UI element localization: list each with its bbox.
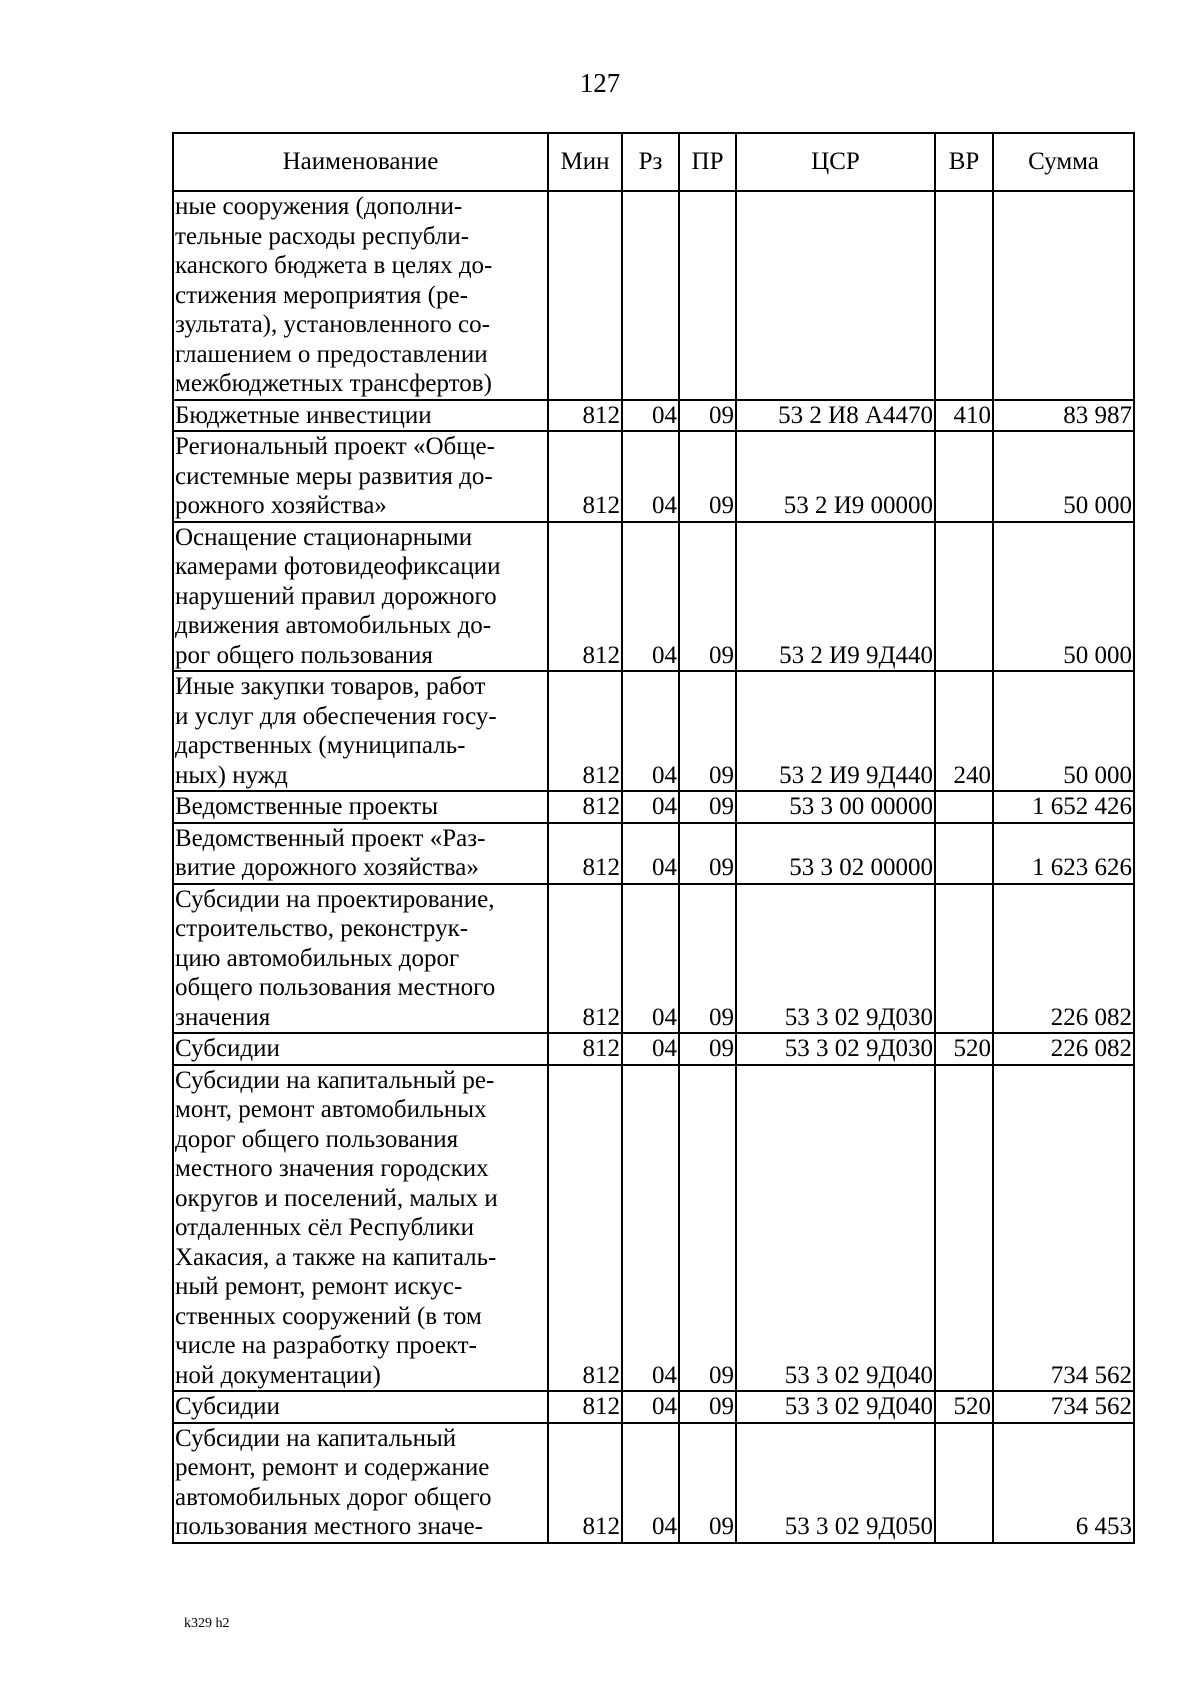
row-csr: 53 3 02 9Д050 [736,1423,935,1543]
row-vr [935,431,993,522]
row-vr [935,1423,993,1543]
row-min: 812 [548,1065,622,1392]
row-csr: 53 3 02 9Д040 [736,1391,935,1423]
row-rz: 04 [622,1033,679,1065]
row-sum: 50 000 [993,522,1134,672]
row-rz: 04 [622,522,679,672]
row-rz: 04 [622,791,679,823]
table-row [173,1423,1134,1543]
row-min: 812 [548,1033,622,1065]
table-header-row [173,133,1134,191]
row-sum [993,191,1134,400]
row-rz: 04 [622,400,679,432]
row-sum: 1 623 626 [993,823,1134,884]
table-row [173,791,1134,823]
row-name: Бюджетные инвестиции [173,400,548,432]
row-rz: 04 [622,1423,679,1543]
row-min: 812 [548,1423,622,1543]
row-sum: 226 082 [993,1033,1134,1065]
row-min: 812 [548,400,622,432]
row-rz: 04 [622,671,679,791]
row-vr: 520 [935,1391,993,1423]
header-csr: ЦСР [736,133,935,191]
row-name: Субсидии на капитальный ремонт, ремонт и содержание автомобильных дорог общего пользования местного значе- [173,1423,548,1543]
table-row [173,400,1134,432]
row-csr: 53 3 02 00000 [736,823,935,884]
row-vr: 240 [935,671,993,791]
row-min: 812 [548,522,622,672]
table-row [173,1391,1134,1423]
budget-table [172,132,1135,1544]
row-name: Субсидии на капитальный ре- монт, ремонт автомобильных дорог общего пользования местного значения городских округов и поселений, малых и отдаленных сёл Республики Хакасия, а также на капиталь- ный ремонт, ремонт искус- ственных сооружений (в том числе на разработку проект- ной документации) [173,1065,548,1392]
row-pr [679,191,736,400]
header-vr: ВР [935,133,993,191]
row-pr: 09 [679,1065,736,1392]
row-rz: 04 [622,1065,679,1392]
row-min [548,191,622,400]
row-vr [935,191,993,400]
row-vr [935,1065,993,1392]
row-sum: 1 652 426 [993,791,1134,823]
table-row [173,522,1134,672]
row-sum: 6 453 [993,1423,1134,1543]
row-name: Иные закупки товаров, работ и услуг для обеспечения госу- дарственных (муниципаль- ных) нужд [173,671,548,791]
table-row [173,1065,1134,1392]
row-sum: 83 987 [993,400,1134,432]
footer-code: k329 h2 [184,1616,230,1631]
row-name: ные сооружения (дополни- тельные расходы республи- канского бюджета в целях до- стижения мероприятия (ре- зультата), установленного со- глашением о предоставлении межбюджетных трансфертов) [173,191,548,400]
row-sum: 50 000 [993,431,1134,522]
row-rz: 04 [622,884,679,1034]
table-row [173,1033,1134,1065]
row-csr: 53 2 И9 00000 [736,431,935,522]
row-name: Оснащение стационарными камерами фотовидеофиксации нарушений правил дорожного движения автомобильных до- рог общего пользования [173,522,548,672]
row-vr [935,823,993,884]
row-csr [736,191,935,400]
header-pr: ПР [679,133,736,191]
row-pr: 09 [679,1033,736,1065]
table-body [173,191,1134,1543]
table-row [173,431,1134,522]
row-name: Ведомственные проекты [173,791,548,823]
row-csr: 53 3 02 9Д040 [736,1065,935,1392]
row-sum: 226 082 [993,884,1134,1034]
row-name: Субсидии [173,1033,548,1065]
row-rz [622,191,679,400]
row-csr: 53 3 00 00000 [736,791,935,823]
row-min: 812 [548,823,622,884]
row-vr [935,522,993,672]
table-row [173,884,1134,1034]
row-pr: 09 [679,1391,736,1423]
header-sum: Сумма [993,133,1134,191]
row-rz: 04 [622,431,679,522]
row-rz: 04 [622,823,679,884]
row-name: Региональный проект «Обще- системные меры развития до- рожного хозяйства» [173,431,548,522]
row-min: 812 [548,884,622,1034]
table-row [173,671,1134,791]
row-vr: 520 [935,1033,993,1065]
table-row [173,823,1134,884]
row-csr: 53 2 И8 А4470 [736,400,935,432]
row-min: 812 [548,431,622,522]
header-min: Мин [548,133,622,191]
row-pr: 09 [679,671,736,791]
row-csr: 53 2 И9 9Д440 [736,522,935,672]
row-csr: 53 3 02 9Д030 [736,884,935,1034]
header-rz: Рз [622,133,679,191]
row-sum: 50 000 [993,671,1134,791]
row-vr [935,884,993,1034]
row-name: Ведомственный проект «Раз- витие дорожного хозяйства» [173,823,548,884]
row-pr: 09 [679,522,736,672]
row-pr: 09 [679,400,736,432]
page-number: 127 [579,68,621,98]
row-pr: 09 [679,791,736,823]
row-rz: 04 [622,1391,679,1423]
row-min: 812 [548,671,622,791]
row-pr: 09 [679,823,736,884]
row-name: Субсидии [173,1391,548,1423]
table-row [173,191,1134,400]
row-name: Субсидии на проектирование, строительство, реконструк- цию автомобильных дорог общего пользования местного значения [173,884,548,1034]
row-sum: 734 562 [993,1065,1134,1392]
row-csr: 53 3 02 9Д030 [736,1033,935,1065]
row-vr: 410 [935,400,993,432]
header-name: Наименование [173,133,548,191]
row-csr: 53 2 И9 9Д440 [736,671,935,791]
row-vr [935,791,993,823]
row-pr: 09 [679,884,736,1034]
row-pr: 09 [679,431,736,522]
row-sum: 734 562 [993,1391,1134,1423]
row-min: 812 [548,791,622,823]
row-pr: 09 [679,1423,736,1543]
row-min: 812 [548,1391,622,1423]
